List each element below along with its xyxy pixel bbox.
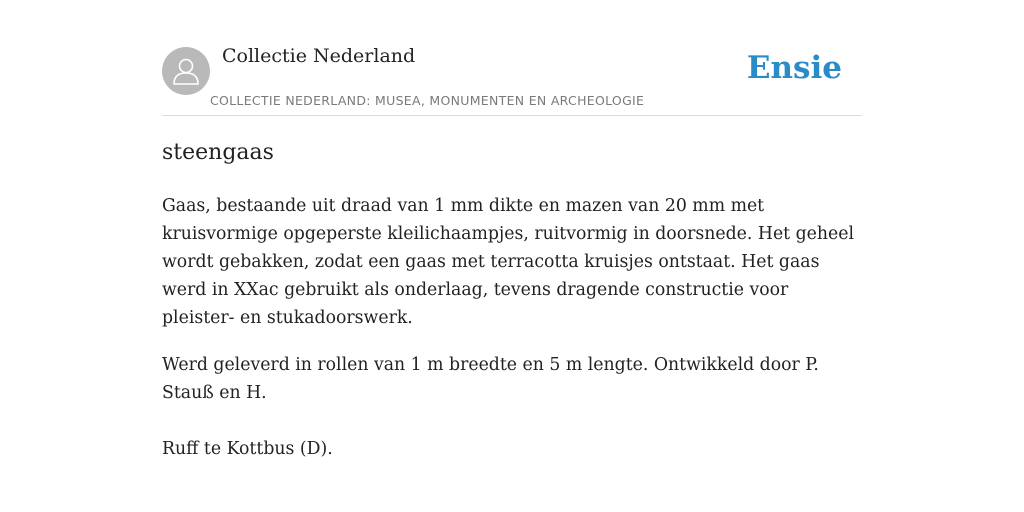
source-subtitle: COLLECTIE NEDERLAND: MUSEA, MONUMENTEN EN ARCHEOLOGIE bbox=[210, 93, 645, 108]
entry-card bbox=[162, 0, 862, 459]
entry-paragraph: Werd geleverd in rollen van 1 m breedte en 5 m lengte. Ontwikkeld door P. Stauß en H. bbox=[162, 355, 819, 403]
entry-paragraph: Gaas, bestaande uit draad van 1 mm dikte en mazen van 20 mm met kruisvormige opgeperste kleilichaampjes, ruitvormig in doorsnede. Het geheel wordt gebakken, zodat een gaas met terracotta kruisjes ontstaat. Het gaas werd in XXac gebruikt als onderlaag, tevens dragende constructie voor pleister- en stukadoorswerk. bbox=[162, 196, 855, 328]
entry-header bbox=[162, 0, 862, 116]
entry-paragraph: Ruff te Kottbus (D). bbox=[162, 439, 333, 459]
brand-logo[interactable]: Ensie bbox=[746, 50, 842, 86]
user-icon bbox=[162, 47, 210, 95]
entry-title: steengaas bbox=[162, 140, 274, 165]
avatar[interactable] bbox=[162, 47, 210, 95]
entry-body bbox=[162, 192, 862, 463]
author-name[interactable]: Collectie Nederland bbox=[222, 45, 416, 67]
